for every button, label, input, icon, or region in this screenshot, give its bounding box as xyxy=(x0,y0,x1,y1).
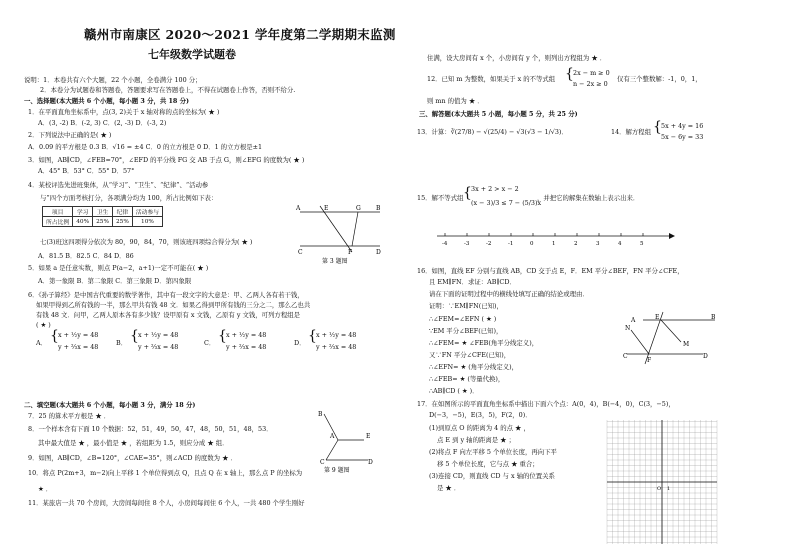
exam-subtitle: 七年级数学试题卷 xyxy=(148,48,236,61)
fig9-label: E xyxy=(366,433,371,440)
question-15-line-2: ，并把它的解集在数轴上表示出来． xyxy=(537,194,640,202)
option-c-eq-2: y + ⅔x = 48 xyxy=(226,343,267,351)
figure-question-3 xyxy=(296,206,386,266)
table-cell: 卫生 xyxy=(93,207,113,217)
brace-icon: { xyxy=(308,328,317,344)
table-cell: 所占比例 xyxy=(43,217,73,227)
question-13: 13．计算：∛(27/8) − √(25/4) − √3(√3 − 1/√3)． xyxy=(417,128,568,136)
origin-label: O xyxy=(657,486,662,492)
number-line xyxy=(437,230,677,254)
exam-title: 赣州市南康区 2020～2021 学年度第二学期期末监测 xyxy=(84,27,396,42)
table-cell: 10% xyxy=(132,217,162,227)
question-14-eq-1: 5x + 4y = 16 xyxy=(661,122,704,130)
fig3-label: G xyxy=(356,205,361,212)
weight-table xyxy=(42,206,163,227)
question-4-line-3: 七(3)班这四项得分依次为 80，90，84，70，则该班四项综合得分为( ★ ) xyxy=(40,238,253,246)
option-d-eq-2: y + ⅔x = 48 xyxy=(316,343,357,351)
segment-ac xyxy=(326,440,338,460)
question-16-line-6: ∵EM 平分∠BEF(已知)， xyxy=(429,327,503,335)
fig16-label: C xyxy=(623,353,628,360)
question-3-stem: 3．如图，AB∥CD，∠FEB=70°，∠EFD 的平分线 FG 交 AB 于点 G，则∠EFG 的度数为( ★ ) xyxy=(28,156,305,164)
table-cell: 项目 xyxy=(43,207,73,217)
question-10-line-1: 10．将点 P(2m+3，m−2)向上平移 1 个单位得到点 Q，且点 Q 在 x 轴上，那么点 P 的坐标为 xyxy=(28,469,303,477)
table-cell: 活动参与 xyxy=(132,207,162,217)
question-4-line-1: 4．某校评选先进班集体，从“学习”、“卫生”、“纪律”、“活动参 xyxy=(28,181,209,189)
question-16-line-2: 且 EM∥FN．求证：AB∥CD． xyxy=(429,278,516,286)
question-1-stem: 1．在平面直角坐标系中，点(3, 2)关于 x 轴对称的点的坐标为( ★ ) xyxy=(28,108,220,116)
brace-icon: { xyxy=(218,328,227,344)
figure-question-9 xyxy=(318,410,378,474)
number-line-tick-label: -2 xyxy=(486,241,492,247)
fig3-label: D xyxy=(376,249,381,256)
question-16-line-7: ∴∠FEM= ★ ∠FEB(角平分线定义)， xyxy=(429,339,539,347)
question-17-line-8: 是 ★ ． xyxy=(437,484,461,492)
brace-icon: { xyxy=(50,328,59,344)
question-17-line-6: 移 5 个单位长度，它与点 ★ 重合； xyxy=(437,460,539,468)
option-a-eq-1: x + ½y = 48 xyxy=(58,331,99,339)
question-17-line-2: D(−3，−5)，E(3，5)，F(2，0)． xyxy=(429,411,532,419)
number-line-tick-label: 3 xyxy=(596,241,600,247)
question-15-line-1: 15．解不等式组 xyxy=(417,194,464,202)
number-line-tick-label: -3 xyxy=(464,241,470,247)
fig16-label: F xyxy=(647,357,652,364)
instruction-2: 2．本卷分为试题卷和答题卷，答题要求写在答题卷上，不得在试题卷上作答，否则不给分. xyxy=(40,86,296,94)
question-12-ineq-2: n − 2x ≥ 0 xyxy=(573,80,608,88)
question-17-line-3: (1)到原点 O 的距离为 4 的点 ★ ， xyxy=(429,424,530,432)
question-8-line-2: 其中最大值是 ★ ，最小值是 ★ ，若组距为 1.5，则应分成 ★ 组． xyxy=(38,439,229,447)
figure-question-16 xyxy=(623,312,719,368)
question-3-options: A．45° B．53° C．55° D．57° xyxy=(38,167,135,175)
question-2-stem: 2．下列说法中正确的是( ★ ) xyxy=(28,131,112,139)
option-c-eq-1: x + ½y = 48 xyxy=(226,331,267,339)
table-cell: 40% xyxy=(73,217,93,227)
brace-icon: { xyxy=(130,328,139,344)
question-9-line-1: 9．如图，AB∥CD，∠B=120°，∠CAE=35°，则∠ACD 的度数为 ★ ． xyxy=(28,454,237,462)
question-2-options: A．0.09 的平方根是 0.3 B．√16 = ±4 C．0 的立方根是 0 D．1 的立方根是±1 xyxy=(28,143,263,151)
question-6-line-3: 有钱 48 文．问甲，乙两人原本各有多少钱？设甲原有 x 文钱，乙原有 y 文钱，可列方程组是 xyxy=(36,311,300,319)
fig3-label: F xyxy=(348,249,353,256)
question-8-line-1: 8．一个样本含有下面 10 个数据：52，51，49，50，47，48，50，51，48，53． xyxy=(28,425,273,433)
question-17-line-1: 17．在如图所示的平面直角坐标系中描出下面六个点：A(0，4)，B(−4，0)，C(3，−5)， xyxy=(417,400,675,408)
question-15-ineq-1: 3x + 2 > x − 2 xyxy=(471,185,519,193)
fig3-label: E xyxy=(324,205,329,212)
number-line-tick-label: 0 xyxy=(530,241,534,247)
weight-table-header-row xyxy=(43,207,163,217)
instruction-1: 说明：1．本卷共有六个大题，22 个小题，全卷满分 100 分； xyxy=(24,76,202,84)
option-d-label: D． xyxy=(294,339,306,347)
question-4-options: A．81.5 B．82.5 C．84 D．86 xyxy=(38,252,134,260)
question-5-stem: 5．如果 a 是任意实数，则点 P(a−2，a+1)一定不可能在( ★ ) xyxy=(28,264,209,272)
figure-9-caption: 第 9 题图 xyxy=(324,467,350,474)
fig16-label: N xyxy=(625,325,631,332)
question-12-line-1: 12．已知 m 为整数，如果关于 x 的不等式组 xyxy=(427,75,556,83)
fig9-label: A xyxy=(330,433,335,440)
option-d-eq-1: x + ½y = 48 xyxy=(316,331,357,339)
question-16-line-10: ∴∠FEB= ★ (等量代换)， xyxy=(429,375,505,383)
option-c-label: C． xyxy=(204,339,216,347)
unit-label: 1 xyxy=(667,486,671,492)
question-12-ineq-1: 2x − m ≥ 0 xyxy=(573,69,610,77)
brace-icon: { xyxy=(653,119,662,135)
table-cell: 学习 xyxy=(73,207,93,217)
ray-fn xyxy=(631,330,649,354)
question-16-line-8: 又∵FN 平分∠CFE(已知)， xyxy=(429,351,511,359)
coordinate-grid xyxy=(607,420,717,544)
question-15-ineq-2: (x − 3)/3 ≤ 7 − (5/3)x xyxy=(471,199,542,207)
option-b-label: B． xyxy=(116,339,128,347)
section-title-choice: 一、选择题(本大题共 6 个小题，每小题 3 分，共 18 分) xyxy=(24,97,189,105)
number-line-tick-label: -4 xyxy=(442,241,448,247)
question-16-line-1: 16．如图，直线 EF 分别与直线 AB，CD 交于点 E，F．EM 平分∠BEF，FN 平分∠CFE， xyxy=(417,267,684,275)
question-6-line-4: ( ★ ) xyxy=(36,321,51,329)
table-cell: 25% xyxy=(93,217,113,227)
question-12-line-2: 仅有三个整数解：-1，0，1， xyxy=(617,75,702,83)
line-fg xyxy=(352,212,358,246)
question-17-line-7: (3)连接 CD，则直线 CD 与 x 轴的位置关系 xyxy=(429,472,555,480)
number-line-ticks xyxy=(442,233,644,247)
question-6-line-1: 6．《孙子算经》是中国古代重要的数学著作，其中有一段文字的大意是：甲、乙两人各有若干钱， xyxy=(28,291,304,299)
question-5-options: A．第一象限 B．第二象限 C．第三象限 D．第四象限 xyxy=(38,277,192,285)
question-14-label: 14．解方程组 xyxy=(611,128,652,136)
question-11-line-1: 11．某旅店一共 70 个房间，大房间每间住 8 个人，小房间每间住 6 个人，一共 480 个学生刚好 xyxy=(28,499,305,507)
table-cell: 纪律 xyxy=(112,207,132,217)
section-title-solve: 三、解答题(本大题共 5 小题，每小题 5 分，共 25 分) xyxy=(419,110,578,118)
fig9-label: B xyxy=(318,411,323,418)
number-line-tick-label: -1 xyxy=(508,241,514,247)
question-16-line-9: ∴∠EFN= ★ (角平分线定义)， xyxy=(429,363,518,371)
section-title-fill: 二、填空题(本大题共 6 个小题，每小题 3 分，满分 18 分) xyxy=(24,401,196,409)
question-17-line-5: (2)将点 F 向左平移 5 个单位长度，再向下平 xyxy=(429,448,557,456)
question-16-line-4: 证明：∵EM∥FN(已知)， xyxy=(429,302,503,310)
fig16-label: B xyxy=(711,314,716,321)
table-cell: 25% xyxy=(112,217,132,227)
question-6-line-2: 如果甲得到乙所有钱的一半，那么甲共有钱 48 文．如果乙得到甲所有钱的三分之二，那么乙也共 xyxy=(36,301,311,309)
figure-3-caption: 第 3 题图 xyxy=(322,258,348,265)
question-4-line-2: 与”四个方面考核打分，各项满分均为 100，所占比例如下表： xyxy=(40,194,218,202)
arrow-right-icon xyxy=(669,233,675,239)
fig16-label: E xyxy=(655,314,660,321)
question-11-line-2: 住满，设大房间有 x 个，小房间有 y 个，则列出方程组为 ★ ． xyxy=(427,54,607,62)
option-a-eq-2: y + ⅔x = 48 xyxy=(58,343,99,351)
question-16-line-11: ∴AB∥CD ( ★ )． xyxy=(429,387,479,395)
line-ef xyxy=(320,206,352,252)
question-1-options: A．(3, -2) B．(-2, 3) C．(2, -3) D．(-3, 2) xyxy=(38,119,167,127)
question-16-line-5: ∴∠FEM=∠EFN ( ★ ) xyxy=(429,315,497,323)
question-16-line-3: 请在下面的证明过程中的横线处填写正确的结论或理由． xyxy=(429,290,589,298)
fig3-label: C xyxy=(298,249,303,256)
ray-em xyxy=(661,320,681,342)
brace-icon: { xyxy=(565,66,574,82)
right-column xyxy=(397,0,794,550)
number-line-tick-label: 1 xyxy=(552,241,556,247)
question-7: 7．25 的算术平方根是 ★ ． xyxy=(28,412,111,420)
number-line-tick-label: 5 xyxy=(640,241,644,247)
weight-table-row xyxy=(43,217,163,227)
number-line-tick-label: 2 xyxy=(574,241,578,247)
question-10-line-2: ★ ． xyxy=(38,485,53,493)
option-b-eq-1: x + ½y = 48 xyxy=(138,331,179,339)
question-17-line-4: 点 E 到 y 轴的距离是 ★ ； xyxy=(437,436,515,444)
fig9-label: D xyxy=(368,459,373,466)
fig16-label: M xyxy=(683,341,690,348)
fig16-label: A xyxy=(631,317,636,324)
number-line-tick-label: 4 xyxy=(618,241,622,247)
fig16-label: D xyxy=(703,353,708,360)
question-14-eq-2: 5x − 6y = 33 xyxy=(661,133,704,141)
fig9-label: C xyxy=(320,459,325,466)
brace-icon: { xyxy=(463,185,472,201)
fig3-label: A xyxy=(296,205,301,212)
option-a-label: A． xyxy=(36,339,48,347)
question-12-line-3: 则 mn 的值为 ★ ． xyxy=(427,97,484,105)
option-b-eq-2: y + ⅔x = 48 xyxy=(138,343,179,351)
fig3-label: B xyxy=(376,205,381,212)
